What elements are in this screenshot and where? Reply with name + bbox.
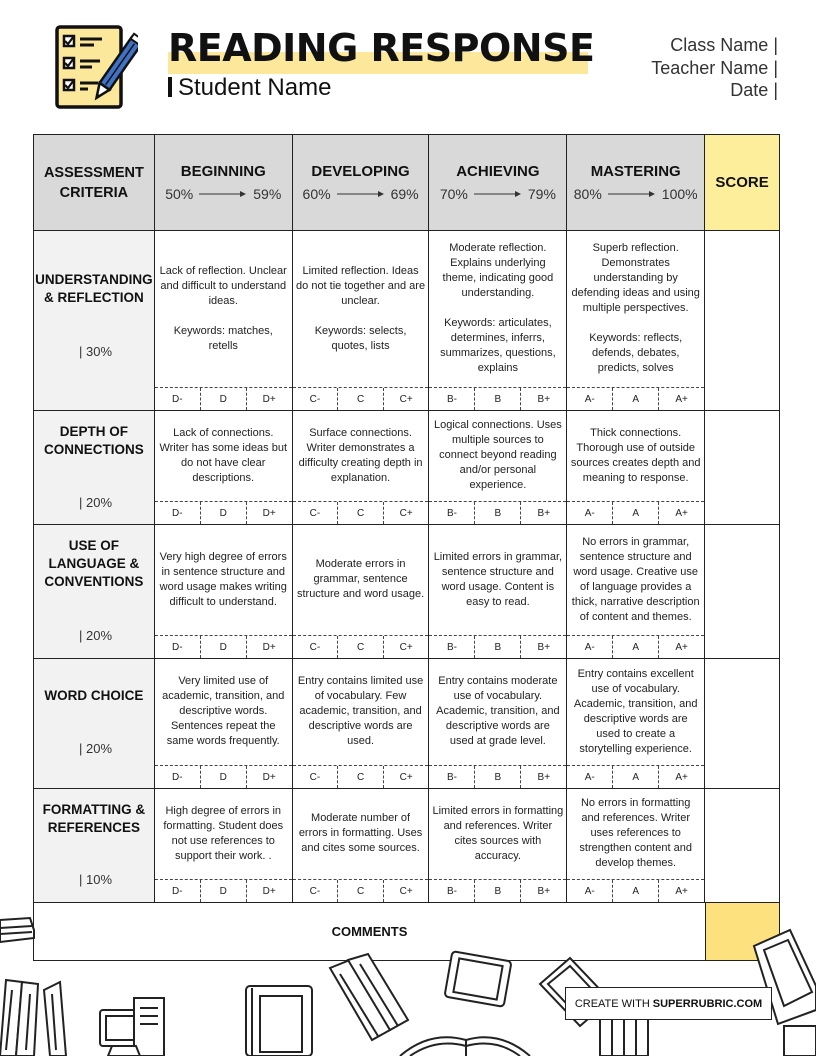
page-title-group <box>168 26 594 70</box>
range-min: 60% <box>302 186 331 202</box>
criteria-row <box>34 789 779 903</box>
grade-option[interactable]: B- <box>429 880 475 902</box>
credit-brand: SUPERRUBRIC.COM <box>652 997 763 1010</box>
grade-option[interactable]: C <box>338 636 384 658</box>
grade-option[interactable]: C <box>338 388 384 410</box>
grade-option[interactable]: D+ <box>262 393 276 405</box>
grade-options <box>567 635 704 658</box>
criteria-header: ASSESSMENT CRITERIA <box>34 135 155 230</box>
arrow-right-icon <box>199 190 247 198</box>
grade-option[interactable]: C+ <box>399 507 413 519</box>
grade-option[interactable]: B+ <box>537 507 551 519</box>
descriptor-cell[interactable]: Very limited use of academic, transition, and descriptive words. Sentences repeat the same words frequently. D- D D+ <box>155 659 293 788</box>
descriptor-cell[interactable]: Logical connections. Uses multiple sources to connect beyond reading and/or personal experience. B- B B+ <box>429 411 567 524</box>
range-max: 69% <box>390 186 419 202</box>
descriptor-cell[interactable]: Moderate number of errors in formatting. Uses and cites some sources. C- C C+ <box>293 789 430 902</box>
descriptor-cell[interactable]: Entry contains limited use of vocabulary. Few academic, transition, and descriptive words are used. C- C C+ <box>293 659 430 788</box>
criteria-title: WORD CHOICE <box>44 688 144 703</box>
grade-option[interactable]: A- <box>567 766 613 788</box>
descriptor-cell[interactable]: Moderate errors in grammar, sentence structure and word usage. C- C C+ <box>293 525 430 658</box>
page-title: READING RESPONSE <box>168 26 595 70</box>
grade-option[interactable]: C- <box>293 880 339 902</box>
criteria-cell <box>34 231 155 410</box>
grade-options <box>429 387 566 410</box>
meta-fields <box>651 34 778 102</box>
credit-prefix: CREATE WITH <box>574 997 650 1010</box>
criteria-weight: | 30% <box>79 344 113 359</box>
grade-option[interactable]: B- <box>429 388 475 410</box>
grade-options <box>293 635 429 658</box>
criteria-title: FORMATTING & REFERENCES <box>42 802 146 835</box>
grade-option[interactable]: C+ <box>399 393 413 405</box>
grade-option[interactable]: C <box>338 502 384 524</box>
grade-option[interactable]: A- <box>567 388 613 410</box>
grade-option[interactable]: B <box>475 766 521 788</box>
grade-options <box>293 387 429 410</box>
criteria-cell <box>34 411 155 524</box>
criteria-weight: | 20% <box>79 628 113 643</box>
criteria-cell <box>34 789 155 902</box>
criteria-row <box>34 525 779 659</box>
grade-options <box>567 501 704 524</box>
grade-option[interactable]: D+ <box>262 771 276 783</box>
grade-options <box>155 387 292 410</box>
descriptor-cell[interactable]: Limited errors in formatting and references. Writer cites sources with accuracy. B- B B+ <box>429 789 567 902</box>
grade-option[interactable]: D- <box>155 766 201 788</box>
grade-option[interactable]: C+ <box>399 885 413 897</box>
grade-option[interactable]: C- <box>293 388 339 410</box>
score-cell[interactable] <box>705 525 779 658</box>
grade-option[interactable]: C- <box>293 636 339 658</box>
teacher-name-field[interactable]: Teacher Name | <box>651 57 778 78</box>
grade-options <box>293 765 429 788</box>
grade-option[interactable]: A- <box>567 502 613 524</box>
grade-option[interactable]: A+ <box>675 641 688 653</box>
rubric-table <box>33 134 780 961</box>
grade-option[interactable]: A+ <box>675 393 688 405</box>
descriptor-cell[interactable]: Lack of connections. Writer has some ideas but do not have clear descriptions. D- D D+ <box>155 411 293 524</box>
grade-option[interactable]: D+ <box>262 507 276 519</box>
score-cell[interactable] <box>705 411 779 524</box>
grade-option[interactable]: D- <box>155 880 201 902</box>
grade-option[interactable]: A <box>613 502 659 524</box>
grade-option[interactable]: B <box>475 502 521 524</box>
grade-options <box>155 765 292 788</box>
score-header: SCORE <box>705 135 779 230</box>
score-cell[interactable] <box>705 659 779 788</box>
grade-option[interactable]: D <box>201 766 247 788</box>
grade-option[interactable]: C+ <box>399 641 413 653</box>
level-header-developing: DEVELOPING 60% 69% <box>293 135 430 230</box>
student-name-label: Student Name <box>178 74 332 101</box>
grade-option[interactable]: C <box>338 766 384 788</box>
level-header-mastering: MASTERING 80% 100% <box>567 135 705 230</box>
grade-option[interactable]: D <box>201 388 247 410</box>
grade-options <box>429 635 566 658</box>
arrow-right-icon <box>608 190 656 198</box>
grade-option[interactable]: D <box>201 502 247 524</box>
grade-option[interactable]: A- <box>567 880 613 902</box>
grade-option[interactable]: D- <box>155 502 201 524</box>
grade-option[interactable]: A+ <box>675 885 688 897</box>
grade-option[interactable]: B- <box>429 766 475 788</box>
grade-option[interactable]: A <box>613 636 659 658</box>
grade-options <box>567 765 704 788</box>
range-max: 100% <box>661 186 698 202</box>
grade-option[interactable]: D+ <box>262 641 276 653</box>
arrow-right-icon <box>474 190 522 198</box>
grade-option[interactable]: A <box>613 388 659 410</box>
descriptor-cell[interactable]: High degree of errors in formatting. Student does not use references to support their work. . D- D D+ <box>155 789 293 902</box>
grade-option[interactable]: A- <box>567 636 613 658</box>
criteria-weight: | 20% <box>79 741 113 756</box>
range-max: 79% <box>527 186 556 202</box>
grade-option[interactable]: B+ <box>537 641 551 653</box>
grade-option[interactable]: C+ <box>399 771 413 783</box>
level-header-beginning: BEGINNING 50% 59% <box>155 135 293 230</box>
range-max: 59% <box>253 186 282 202</box>
range-min: 70% <box>439 186 468 202</box>
descriptor-cell[interactable]: Entry contains excellent use of vocabulary. Academic, transition, and descriptive words are used to create a storytelling experience. A- A A+ <box>567 659 705 788</box>
criteria-weight: | 10% <box>79 872 113 887</box>
grade-options <box>429 765 566 788</box>
descriptor-cell[interactable]: No errors in grammar, sentence structure and word usage. Creative use of language provides a thick, narrative description of content and themes. A- A A+ <box>567 525 705 658</box>
criteria-cell <box>34 659 155 788</box>
descriptor-cell[interactable]: Very high degree of errors in sentence structure and word usage makes writing difficult to understand. D- D D+ <box>155 525 293 658</box>
criteria-row <box>34 231 779 411</box>
grade-option[interactable]: D- <box>155 636 201 658</box>
rubric-header-row <box>34 135 779 231</box>
grade-option[interactable]: A <box>613 766 659 788</box>
grade-option[interactable]: C- <box>293 502 339 524</box>
level-header-achieving: ACHIEVING 70% 79% <box>429 135 567 230</box>
grade-options <box>293 501 429 524</box>
descriptor-cell[interactable]: Lack of reflection. Unclear and difficult to understand ideas. Keywords: matches, retells D- D D+ <box>155 231 293 410</box>
grade-option[interactable]: B <box>475 388 521 410</box>
student-name-field[interactable] <box>168 74 331 102</box>
criteria-title: USE OF LANGUAGE & CONVENTIONS <box>44 538 144 589</box>
descriptor-cell[interactable]: Thick connections. Thorough use of outside sources creates depth and meaning to response. A- A A+ <box>567 411 705 524</box>
descriptor-cell[interactable]: Limited errors in grammar, sentence structure and word usage. Content is easy to read. B- B B+ <box>429 525 567 658</box>
grade-options <box>567 387 704 410</box>
books-decoration-icon <box>0 890 816 1056</box>
grade-options <box>155 501 292 524</box>
grade-options <box>155 635 292 658</box>
descriptor-cell[interactable]: Superb reflection. Demonstrates understanding by defending ideas and using multiple perspectives. Keywords: reflects, defends, debates, predicts, solves A- A A+ <box>567 231 705 410</box>
grade-option[interactable]: D+ <box>262 885 276 897</box>
create-with-superrubric-link[interactable] <box>565 987 772 1020</box>
criteria-row <box>34 411 779 525</box>
checklist-pencil-icon <box>54 24 138 110</box>
grade-option[interactable]: B- <box>429 502 475 524</box>
descriptor-cell[interactable]: Moderate reflection. Explains underlying theme, indicating good understanding. Keywords: articulates, determines, inferrs, summarizes, questions, explains B- B B+ <box>429 231 567 410</box>
descriptor-cell[interactable]: Entry contains moderate use of vocabulary. Academic, transition, and descriptive words are used at grade level. B- B B+ <box>429 659 567 788</box>
grade-option[interactable]: B+ <box>537 885 551 897</box>
score-cell[interactable] <box>705 231 779 410</box>
criteria-weight: | 20% <box>79 495 113 510</box>
criteria-title: DEPTH OF CONNECTIONS <box>44 424 144 457</box>
date-field[interactable]: Date | <box>730 80 778 100</box>
range-min: 50% <box>165 186 194 202</box>
grade-option[interactable]: B <box>475 636 521 658</box>
grade-option[interactable]: D <box>201 636 247 658</box>
class-name-field[interactable]: Class Name | <box>670 35 778 55</box>
grade-option[interactable]: D- <box>155 388 201 410</box>
arrow-right-icon <box>337 190 385 198</box>
descriptor-cell[interactable]: No errors in formatting and references. Writer uses references to strengthen content and develop themes. A- A A+ <box>567 789 705 902</box>
range-min: 80% <box>573 186 602 202</box>
grade-option[interactable]: D <box>201 880 247 902</box>
grade-option[interactable]: C <box>338 880 384 902</box>
criteria-title: UNDERSTANDING & REFLECTION <box>35 272 153 305</box>
comments-label: COMMENTS <box>331 924 408 939</box>
grade-option[interactable]: B+ <box>537 771 551 783</box>
grade-options <box>429 501 566 524</box>
grade-option[interactable]: A+ <box>675 771 688 783</box>
grade-option[interactable]: B- <box>429 636 475 658</box>
descriptor-cell[interactable]: Surface connections. Writer demonstrates a difficulty creating depth in explanation. C- C C+ <box>293 411 430 524</box>
score-cell[interactable] <box>705 789 779 902</box>
descriptor-cell[interactable]: Limited reflection. Ideas do not tie together and are unclear. Keywords: selects, quotes, lists C- C C+ <box>293 231 430 410</box>
grade-option[interactable]: A+ <box>675 507 688 519</box>
grade-option[interactable]: B+ <box>537 393 551 405</box>
grade-option[interactable]: B <box>475 880 521 902</box>
grade-option[interactable]: C- <box>293 766 339 788</box>
criteria-cell <box>34 525 155 658</box>
criteria-row <box>34 659 779 789</box>
grade-option[interactable]: A <box>613 880 659 902</box>
